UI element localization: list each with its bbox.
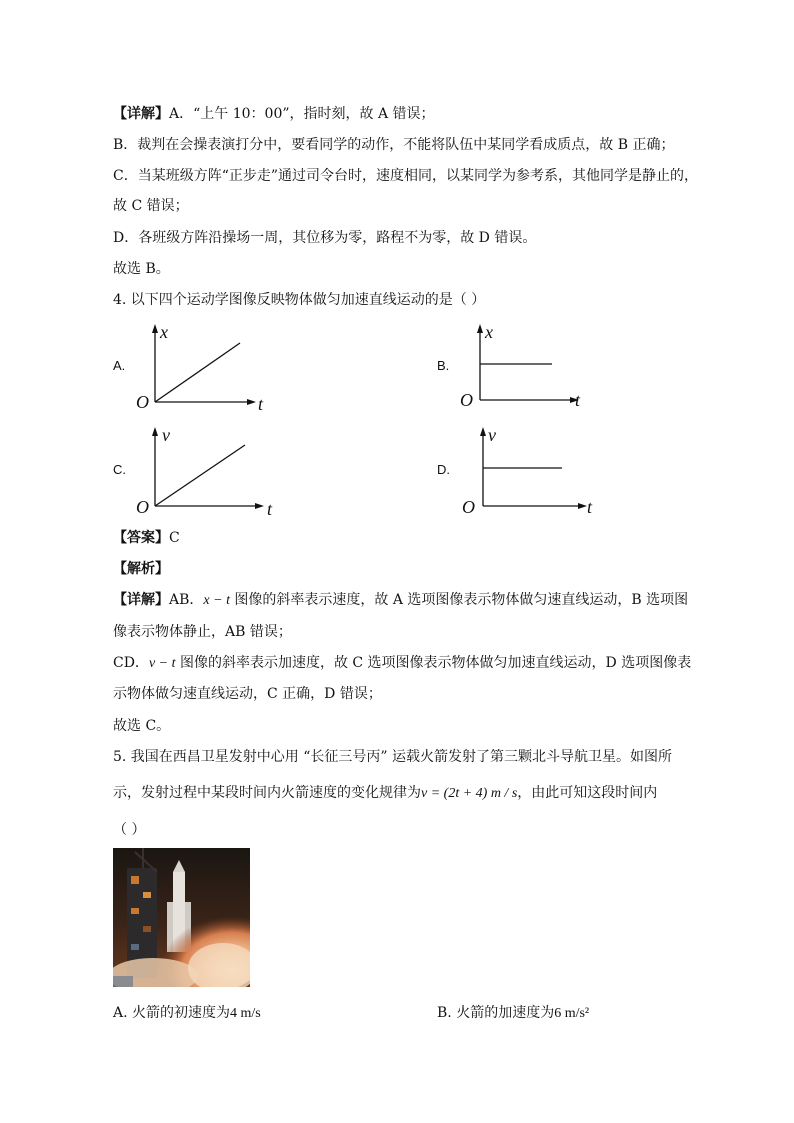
q4-detail-line-1: 【详解】AB．x − t 图像的斜率表示速度，故 A 选项图像表示物体做匀速直线运动，B 选项图 (113, 592, 689, 608)
graph-d (455, 425, 605, 520)
q3-detail-line-4: 故 C 错误； (113, 198, 189, 214)
y-axis-label: v (162, 425, 170, 445)
q5-stem-line-1: 5. 我国在西昌卫星发射中心用 “长征三号丙” 运载火箭发射了第三颗北斗导航卫星。如图所 (113, 749, 673, 765)
graph-b (455, 322, 605, 417)
x-axis-arrow (247, 399, 256, 405)
detail-tag: 【详解】 (113, 592, 169, 608)
origin-label: O (136, 392, 149, 412)
q3-detail-line-2: B．裁判在会操表演打分中，要看同学的动作，不能将队伍中某同学看成质点，故 B 正确； (113, 137, 675, 153)
graph-line (155, 445, 245, 506)
y-axis-arrow (152, 324, 158, 333)
analysis-tag: 【解析】 (113, 561, 169, 577)
graph-line (155, 343, 240, 402)
x-axis-arrow (578, 503, 587, 509)
q5-option-b: B. 火箭的加速度为6 m/s² (437, 1005, 590, 1021)
x-axis-label: t (267, 499, 273, 519)
graph-a (130, 322, 280, 417)
q4-detail-line-4: 示物体做匀速直线运动，C 正确，D 错误； (113, 686, 382, 702)
rocket-launch-photo (113, 848, 250, 987)
q5-stem-line-3: （ ） (113, 822, 146, 838)
q3-conclusion: 故选 B。 (113, 261, 170, 277)
option-a-label: A. (113, 358, 126, 373)
q4-detail-line-3: CD．v − t 图像的斜率表示加速度，故 C 选项图像表示物体做匀加速直线运动，D 选项图像表 (113, 655, 692, 671)
answer-value: C (169, 530, 180, 546)
x-axis-label: t (575, 390, 581, 410)
answer-tag: 【答案】 (113, 530, 169, 546)
q4-answer (113, 528, 180, 548)
origin-label: O (136, 497, 149, 517)
q4-detail-line-2: 像表示物体静止，AB 错误； (113, 624, 292, 640)
graph-c (130, 425, 280, 520)
rocket-launch-image (113, 848, 250, 987)
option-c-label: C. (113, 462, 126, 477)
y-axis-label: v (488, 425, 496, 445)
q3-detail-line-1: 【详解】A．“上午 10：00”，指时刻，故 A 错误； (113, 106, 435, 122)
origin-label: O (460, 390, 473, 410)
q3-detail-line-5: D．各班级方阵沿操场一周，其位移为零，路程不为零，故 D 错误。 (113, 230, 537, 246)
detail-tag: 【详解】 (113, 106, 169, 122)
q5-stem-line-2: 示，发射过程中某段时间内火箭速度的变化规律为v = (2t + 4) m / s，由此可知这段时间内 (113, 785, 658, 801)
option-d-label: D. (437, 462, 450, 477)
y-axis-arrow (480, 427, 486, 436)
y-axis-label: x (160, 322, 168, 342)
q5-option-a: A. 火箭的初速度为4 m/s (113, 1005, 261, 1021)
q4-conclusion: 故选 C。 (113, 718, 171, 734)
q3-detail-line-3: C．当某班级方阵“正步走”通过司令台时，速度相同，以某同学为参考系，其他同学是静止的， (113, 168, 699, 184)
origin-label: O (462, 497, 475, 517)
x-axis-label: t (587, 497, 593, 517)
option-b-label: B. (437, 358, 450, 373)
q4-stem: 4. 以下四个运动学图像反映物体做匀加速直线运动的是（ ） (113, 292, 486, 308)
x-axis-label: t (258, 394, 264, 414)
y-axis-label: x (485, 322, 493, 342)
x-axis-arrow (255, 503, 264, 509)
y-axis-arrow (152, 427, 158, 436)
velocity-formula: v = (2t + 4) m / s (421, 786, 518, 801)
y-axis-arrow (477, 324, 483, 333)
